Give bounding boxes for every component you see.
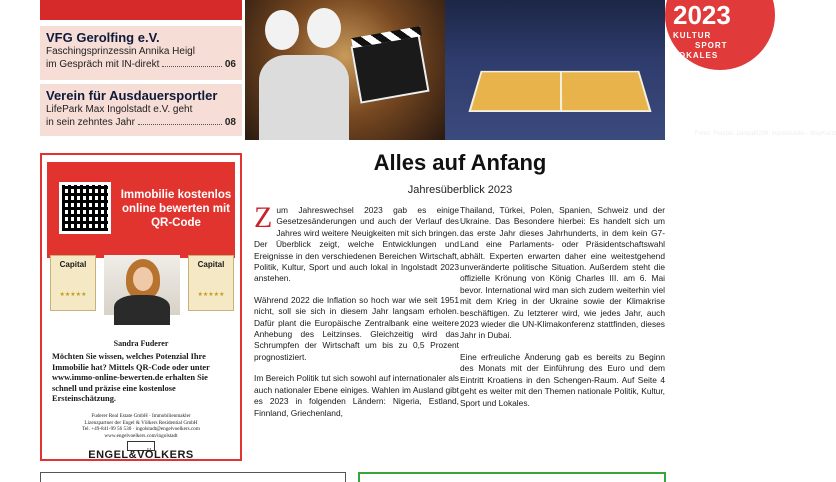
ad-banner bbox=[47, 162, 235, 258]
bottom-box-right bbox=[358, 472, 666, 482]
star-rating: ★★★★★ bbox=[197, 292, 225, 298]
toc-item[interactable] bbox=[40, 26, 242, 80]
badge-category: LOKALES bbox=[673, 51, 719, 60]
ad-photo bbox=[50, 255, 234, 315]
toc-item-line: LifePark Max Ingolstadt e.V. geht bbox=[46, 104, 193, 115]
badge-category: KULTUR bbox=[673, 31, 712, 40]
article-title: Alles auf Anfang bbox=[373, 150, 547, 175]
star-rating: ★★★★★ bbox=[59, 292, 87, 298]
toc-item-text: im Gespräch mit IN-direkt bbox=[46, 59, 160, 70]
drop-cap: Z bbox=[254, 201, 273, 234]
contact-line: Fuderer Real Estate GmbH · Immobilienmakler bbox=[91, 413, 191, 419]
mime-face-icon bbox=[307, 8, 341, 48]
ad-headline: Immobilie kostenlos online bewerten mit QR-Code bbox=[120, 189, 232, 229]
toc-leader-dots bbox=[162, 66, 222, 67]
toc-item-line bbox=[46, 116, 236, 129]
capital-award-badge bbox=[50, 255, 96, 311]
toc-page-number: 06 bbox=[224, 59, 236, 70]
mime-face-icon bbox=[265, 10, 299, 50]
toc-item-text: in sein zehntes Jahr bbox=[46, 117, 135, 128]
agent-portrait bbox=[104, 255, 180, 315]
article-paragraph bbox=[254, 201, 459, 285]
mime-body-shape bbox=[259, 55, 349, 140]
toc-leader-dots bbox=[138, 124, 222, 125]
toc-item[interactable] bbox=[40, 84, 242, 136]
bottom-box-left bbox=[40, 472, 346, 482]
ad-body-text: Möchten Sie wissen, welches Potenzial Ihre Immobilie hat? Mittels QR-Code oder unter www.immo-online-bewerten.de erhalten Sie schnell und präzise eine kostenlose Ersteinschätzung. bbox=[52, 352, 210, 404]
article-paragraph: Im Bereich Politik tut sich sowohl auf internationaler als auch nationaler Ebene einiges. Wahlen im Ausland gibt es 2023 in folgenden Ländern: Nigeria, Estland, Finnland, Griechenland, bbox=[254, 373, 459, 418]
toc-page-number: 08 bbox=[224, 117, 236, 128]
toc-item-line bbox=[46, 58, 236, 71]
contact-line: Tel. +49-841-99 56 530 · ingolstadt@engelvoelkers.com bbox=[82, 426, 200, 433]
real-estate-ad[interactable] bbox=[40, 153, 242, 461]
capital-label: Capital bbox=[59, 260, 87, 269]
ad-logo-text: ENGEL&VÖLKERS bbox=[88, 449, 194, 461]
toc-item-title: VFG Gerolfing e.V. bbox=[46, 30, 160, 45]
basketball-court-shape bbox=[468, 71, 651, 112]
photo-credit: Fotos: Freepik: paripat9298, inguskrukitis - WayKurat bbox=[695, 131, 836, 137]
article-paragraph: Thailand, Türkei, Polen, Spanien, Schweiz und der Ukraine. Das Besondere hierbei: Es handelt sich um das erste Jahr dieses Jahrhunderts, in dem kein G7-Land eine Parlaments- oder Präsidentschaftswahl abhält. Experten erwarten daher eine weitestgehend unveränderte politische Situation. Außerdem steht die offizielle Krönung von König Charles III. am 6. Mai bevor. International wird man sich zudem weiterhin viel mit dem Krieg in der Ukraine sowie der Klimakrise beschäftigen. Zu letzterer wird, wie jedes Jahr, auch 2023 wieder die UN-Klimakonferenz stattfinden, dieses Jahr in Dubai. bbox=[460, 205, 665, 341]
capital-award-badge bbox=[188, 255, 234, 311]
ad-contact-info bbox=[50, 413, 232, 439]
badge-category: SPORT bbox=[695, 41, 728, 50]
clapperboard-icon bbox=[350, 34, 429, 103]
article-column-right bbox=[460, 205, 665, 419]
article-column-left bbox=[254, 201, 459, 429]
toc-item-title: Verein für Ausdauersportler bbox=[46, 88, 218, 103]
contact-line: Lizenzpartner der Engel & Völkers Residential GmbH bbox=[84, 419, 198, 426]
contact-link[interactable]: www.engelvoelkers.com/ingolstadt bbox=[104, 432, 178, 439]
agent-name: Sandra Fuderer bbox=[113, 339, 169, 348]
header-red-tab bbox=[40, 0, 242, 20]
qr-code-icon[interactable] bbox=[59, 182, 111, 234]
capital-label: Capital bbox=[197, 260, 225, 269]
article-subtitle: Jahresüberblick 2023 bbox=[407, 184, 513, 196]
hero-collage-image bbox=[245, 0, 836, 140]
badge-year: 2023 bbox=[673, 0, 731, 30]
badge-categories bbox=[673, 31, 728, 61]
toc-item-line: Faschingsprinzessin Annika Heigl bbox=[46, 46, 195, 57]
paragraph-text: um Jahreswechsel 2023 gab es einige Gesetzesänderungen und auch der Verlauf des Jahres wird weitere Neuigkeiten mit sich bringen. Der Überblick zeigt, welche Entwicklungen und Ereignisse in den verschiedenen Bereichen Wirtschaft, Politik, Kultur, Sport und auch lokal in Ingolstadt 2023 anstehen. bbox=[254, 205, 459, 284]
article-paragraph: Während 2022 die Inflation so hoch war wie seit 1951 nicht, soll sie sich in diesem Jahr langsam erholen. Dafür plant die Europäische Zentralbank eine weitere Anhebung des Leitzinses. Gleichzeitig wird das Schrumpfen der Wirtschaft um bis zu 0,5 Prozent prognostiziert. bbox=[254, 294, 459, 362]
article-paragraph: Eine erfreuliche Änderung gab es bereits zu Beginn des Monats mit der Einführung des Euro und dem Eintritt Kroatiens in den Schengen-Raum. Auf Seite 4 geht es weiter mit den Themen nationale Politik, Kultur, Sport und Lokales. bbox=[460, 351, 665, 408]
